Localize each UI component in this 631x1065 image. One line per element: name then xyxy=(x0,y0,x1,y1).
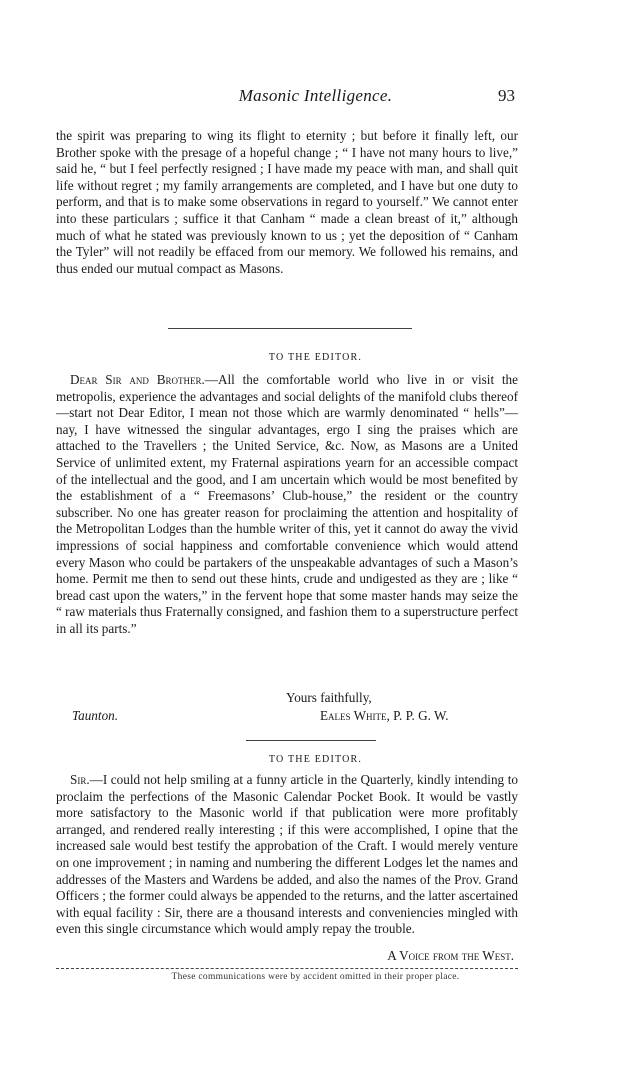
closing: Yours faithfully, xyxy=(286,690,372,705)
signature: A Voice from the West. xyxy=(387,948,514,963)
place: Taunton. xyxy=(72,708,119,723)
section-divider xyxy=(246,740,376,741)
page-number: 93 xyxy=(498,86,515,105)
signature: Eales White, P. P. G. W. xyxy=(320,708,449,723)
letter-body xyxy=(56,772,518,938)
letter-heading: TO THE EDITOR. xyxy=(268,754,363,765)
letter-paragraph xyxy=(56,372,518,638)
letter-text: —I could not help smiling at a funny article in the Quarterly, kindly intending to proclaim the perfections of the Masonic Calendar Pocket Book. It would be vastly more satisfactory to the Masonic world if that publication were more profitably arranged, and rendered really interesting ; if this were accomplished, I opine that the increased sale would best testify the approbation of the Craft. I would merely venture on one improvement ; in naming and numbering the different Lodges let the names and addresses of the Masters and Wardens be added, and also the names of the Prov. Grand Officers ; the former could always be appended to the returns, and the latter ascertained with equal facility : Sir, there are a thousand interests and conveniencies mingled with even this single circumstance which would amply repay the trouble. xyxy=(56,772,518,937)
footnote: These communications were by accident omitted in their proper place. xyxy=(171,972,460,982)
footnote-rule xyxy=(56,968,518,969)
continued-paragraph: the spirit was preparing to wing its flight to eternity ; but before it finally left, our Brother spoke with the presage of a hopeful change ; “ I have not many hours to live,” said he, “ but I feel perfectly resigned ; I have made my peace with man, and shall quit life without regret ; my family arrangements are completed, and I have but one duty to perform, and that is to make some observations in regard to yourself.” We cannot enter into these particulars ; suffice it that Canham “ made a clean breast of it,” although much of what he stated was previously known to us ; yet the deposition of “ Canham the Tyler” will not readily be effaced from our memory. We followed his remains, and thus ended our mutual compact as Masons. xyxy=(56,128,518,276)
letter-text: —All the comfortable world who live in or visit the metropolis, experience the advantages and social delights of the manifold clubs thereof—start not Dear Editor, I mean not those which are warmly denominated “ hells”—nay, I have witnessed the singular advantages, ergo I sing the praises which are attached to the Travellers ; the United Service, &c. Now, as Masons are a United Service of unlimited extent, my Fraternal aspirations yearn for an accessible compact of the intellectual and the good, and I am uncertain which would be most benefited by the establishment of a “ Freemasons’ Club-house,” the resident or the country subscriber. No one has greater reason for proclaiming the attention and hospitality of the Metropolitan Lodges than the humble writer of this, yet it cannot do away the vivid impressions of social happiness and comfortable convenience which would attend every Mason who could be partakers of the unspeakable advantages of such a Mason’s home. Permit me then to send out these hints, crude and undigested as they are ; like “ bread cast upon the waters,” in the fervent hope that some master hands may seize the “ raw materials thus Fraternally consigned, and fashion them to a superstructure perfect in all its parts.” xyxy=(56,372,518,636)
continued-article-text xyxy=(56,128,518,277)
running-title: Masonic Intelligence. xyxy=(238,86,393,105)
page-header xyxy=(0,86,631,110)
letter-body xyxy=(56,372,518,638)
salutation: Sir. xyxy=(70,772,90,787)
letter-heading: TO THE EDITOR. xyxy=(268,352,363,363)
salutation: Dear Sir and Brother. xyxy=(70,372,205,387)
letter-paragraph xyxy=(56,772,518,938)
section-divider xyxy=(168,328,412,329)
